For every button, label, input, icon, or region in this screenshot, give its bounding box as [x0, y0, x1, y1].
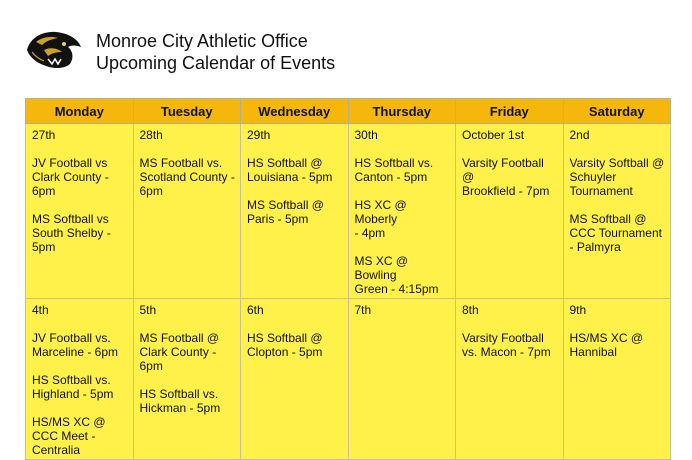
calendar-event: JV Football vs Clark County - 6pm: [32, 156, 109, 198]
calendar-event: HS/MS XC @ Hannibal: [569, 331, 644, 359]
calendar-event: JV Football vs. Marceline - 6pm: [32, 331, 119, 359]
calendar-day-cell: [348, 124, 456, 299]
weekday-header: Saturday: [563, 99, 671, 124]
weekday-header: Friday: [456, 99, 564, 124]
calendar-day-cell: [241, 124, 349, 299]
calendar-event: MS Softball @ CCC Tournament - Palmyra: [569, 212, 662, 254]
page-title: [96, 30, 335, 74]
calendar-day-cell: [26, 124, 134, 299]
weekday-header: Wednesday: [241, 99, 349, 124]
calendar-day-cell: [456, 124, 564, 299]
calendar-week-row: [26, 124, 671, 299]
page-header: [0, 0, 692, 90]
weekday-header: Monday: [26, 99, 134, 124]
calendar-day-cell: [563, 299, 671, 460]
events-calendar: [25, 98, 671, 460]
calendar-event: HS Softball vs. Highland - 5pm: [32, 373, 114, 401]
day-number: 4th: [32, 303, 49, 317]
calendar-day-cell: [133, 124, 241, 299]
title-line-1: Monroe City Athletic Office: [96, 31, 308, 51]
calendar-day-cell: [563, 124, 671, 299]
day-number: 28th: [139, 128, 163, 142]
calendar-event: MS Softball vs South Shelby - 5pm: [32, 212, 111, 254]
panther-head-icon: [24, 28, 84, 70]
calendar-event: HS XC @ Moberly - 4pm: [354, 198, 407, 240]
day-number: 29th: [247, 128, 271, 142]
calendar-day-cell: [456, 299, 564, 460]
calendar-week-row: [26, 299, 671, 460]
day-number: 9th: [569, 303, 587, 317]
calendar-event: MS Football @ Clark County - 6pm: [139, 331, 220, 373]
calendar-day-cell: [241, 299, 349, 460]
weekday-header-row: [26, 99, 671, 124]
day-number: October 1st: [462, 128, 525, 142]
title-line-2: Upcoming Calendar of Events: [96, 53, 336, 73]
calendar-event: HS Softball @ Louisiana - 5pm: [247, 156, 333, 184]
calendar-event: Varsity Football vs. Macon - 7pm: [462, 331, 551, 359]
calendar-event: MS Softball @ Paris - 5pm: [247, 198, 324, 226]
calendar-event: HS Softball vs. Canton - 5pm: [354, 156, 434, 184]
day-number: 7th: [354, 303, 372, 317]
weekday-header: Thursday: [348, 99, 456, 124]
calendar-event: MS Football vs. Scotland County - 6pm: [139, 156, 235, 198]
calendar-event: HS Softball vs. Hickman - 5pm: [139, 387, 221, 415]
calendar-day-cell: [133, 299, 241, 460]
day-number: 6th: [247, 303, 264, 317]
calendar-day-cell: [26, 299, 134, 460]
day-number: 2nd: [569, 128, 590, 142]
calendar-day-cell: [348, 299, 456, 460]
calendar-event: MS XC @ Bowling Green - 4:15pm: [354, 254, 439, 296]
day-number: 27th: [32, 128, 56, 142]
calendar-event: Varsity Softball @ Schuyler Tournament: [569, 156, 665, 198]
day-number: 5th: [139, 303, 157, 317]
calendar-event: HS/MS XC @ CCC Meet - Centralia: [32, 415, 106, 457]
weekday-header: Tuesday: [133, 99, 241, 124]
calendar-event: HS Softball @ Clopton - 5pm: [247, 331, 323, 359]
calendar-event: Varsity Football @ Brookfield - 7pm: [462, 156, 550, 198]
day-number: 8th: [462, 303, 479, 317]
day-number: 30th: [354, 128, 378, 142]
